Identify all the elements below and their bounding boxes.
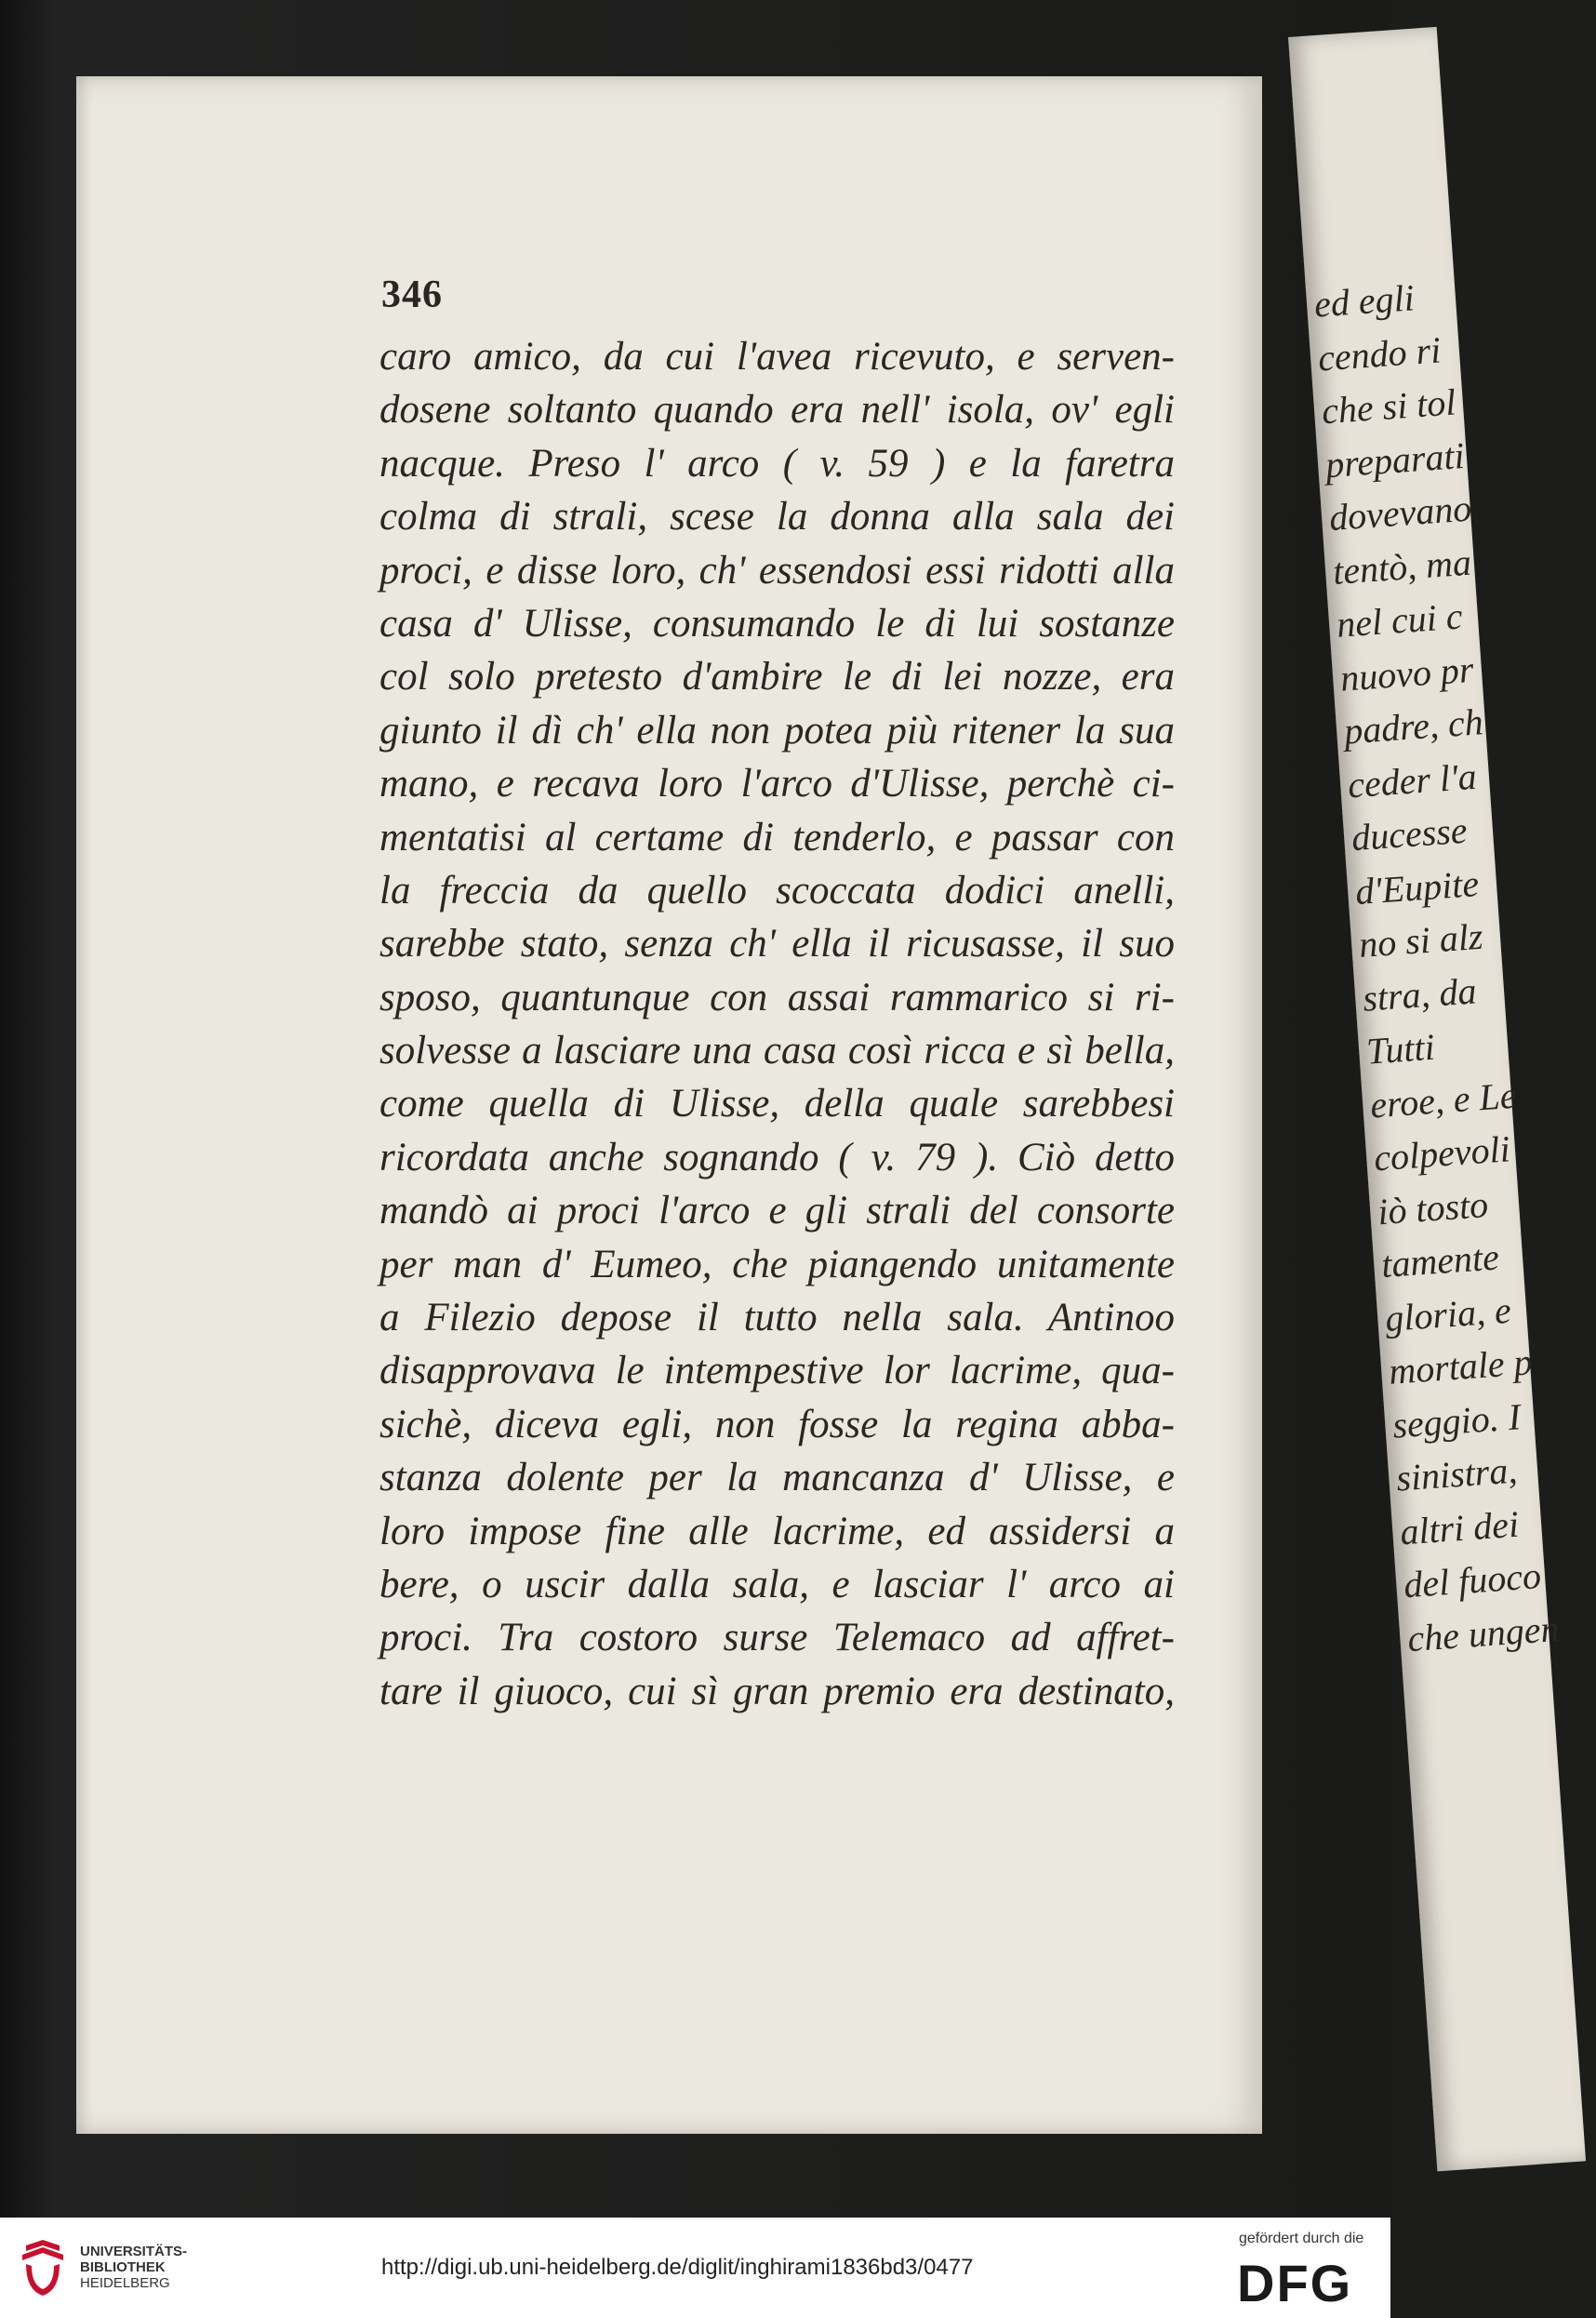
facing-text-line: mortale p — [1387, 1340, 1534, 1392]
text-line: sposo, quantunque con assai rammarico si ri- — [379, 975, 1175, 1019]
text-line: loro impose fine alle lacrime, ed assidersi a — [379, 1509, 1175, 1553]
facing-text-line: no si alz — [1357, 914, 1484, 966]
text-line: stanza dolente per la mancanza d' Ulisse, e — [379, 1456, 1175, 1500]
text-line: mandò ai proci l'arco e gli strali del consorte — [379, 1189, 1175, 1233]
facing-text-line: colpevoli — [1372, 1127, 1512, 1179]
text-line: come quella di Ulisse, della quale sarebbesi — [379, 1082, 1175, 1126]
facing-text-line: che si tol — [1320, 380, 1457, 433]
text-line: col solo pretesto d'ambire le di lei nozze, era — [379, 655, 1175, 699]
body-text — [379, 330, 1175, 1718]
text-line: sarebbe stato, senza ch' ella il ricusasse, il suo — [379, 922, 1175, 966]
text-line: la freccia da quello scoccata dodici anelli, — [379, 868, 1175, 913]
facing-text-line: nuovo pr — [1338, 647, 1475, 699]
facing-text-line: altri dei — [1398, 1502, 1521, 1552]
footer-bar — [0, 2218, 1390, 2318]
facing-text-line: gloria, e — [1383, 1288, 1513, 1339]
facing-text-line: ducesse — [1350, 808, 1469, 859]
facing-text-line: tentò, ma — [1331, 540, 1473, 593]
text-line: proci. Tra costoro surse Telemaco ad affret- — [379, 1616, 1175, 1660]
text-line: tare il giuoco, cui sì gran premio era destinato, — [379, 1669, 1175, 1713]
facing-text-line: eroe, e Le — [1368, 1073, 1518, 1126]
funding-note: gefördert durch die — [1239, 2231, 1364, 2246]
university-library-logo-icon — [17, 2238, 69, 2298]
text-line: dosene soltanto quando era nell' isola, ov' egli — [379, 388, 1175, 433]
text-line: mentatisi al certame di tenderlo, e passar con — [379, 815, 1175, 859]
text-line: giunto il dì ch' ella non potea più ritener la sua — [379, 708, 1175, 753]
facing-page — [1288, 27, 1586, 2172]
text-line: caro amico, da cui l'avea ricevuto, e serven- — [379, 335, 1175, 379]
library-name-line-2: BIBLIOTHEK — [80, 2259, 166, 2275]
library-name-line-1: UNIVERSITÄTS- — [80, 2244, 188, 2259]
text-line: mano, e recava loro l'arco d'Ulisse, perchè ci- — [379, 762, 1175, 806]
facing-text-line: ed egli — [1312, 276, 1416, 326]
facing-text-line: che ungen — [1405, 1606, 1561, 1659]
text-line: nacque. Preso l' arco ( v. 59 ) e la faretra — [379, 441, 1175, 486]
text-line: colma di strali, scese la donna alla sala dei — [379, 495, 1175, 540]
facing-text-line: iò tosto — [1376, 1182, 1490, 1232]
facing-text-line: cendo ri — [1316, 327, 1443, 380]
library-name-line-3: HEIDELBERG — [80, 2275, 170, 2291]
text-line: bere, o uscir dalla sala, e lasciar l' arco ai — [379, 1562, 1175, 1606]
facing-text-line: preparati — [1323, 433, 1466, 486]
dfg-logo: DFG — [1237, 2254, 1353, 2312]
text-line: sichè, diceva egli, non fosse la regina abba- — [379, 1402, 1175, 1446]
library-name — [80, 2244, 187, 2291]
facing-text-line: padre, ch — [1342, 700, 1484, 753]
text-line: casa d' Ulisse, consumando le di lui sostanze — [379, 601, 1175, 646]
text-line: ricordata anche sognando ( v. 79 ). Ciò detto — [379, 1135, 1175, 1179]
facing-text-line: nel cui c — [1335, 594, 1464, 646]
facing-text-line: seggio. I — [1390, 1394, 1523, 1446]
facing-text-line: sinistra, — [1394, 1448, 1519, 1499]
permalink-url[interactable]: http://digi.ub.uni-heidelberg.de/diglit/inghirami1836bd3/0477 — [381, 2255, 974, 2280]
text-line: a Filezio depose il tutto nella sala. Antinoo — [379, 1296, 1175, 1340]
facing-page-text — [1312, 269, 1561, 1665]
facing-text-line: dovevano — [1327, 486, 1473, 540]
facing-text-line: Tutti — [1364, 1025, 1437, 1072]
facing-text-line: ceder l'a — [1346, 754, 1478, 806]
text-line: disapprovava le intempestive lor lacrime, qua- — [379, 1349, 1175, 1393]
facing-text-line: del fuoco — [1402, 1554, 1543, 1606]
facing-text-line: d'Eupite — [1353, 861, 1481, 913]
page-number: 346 — [381, 273, 443, 316]
facing-text-line: tamente — [1379, 1235, 1501, 1286]
text-line: proci, e disse loro, ch' essendosi essi ridotti alla — [379, 548, 1175, 593]
facing-text-line: stra, da — [1361, 968, 1478, 1019]
text-line: solvesse a lasciare una casa così ricca e sì bella, — [379, 1029, 1175, 1073]
text-line: per man d' Eumeo, che piangendo unitamente — [379, 1242, 1175, 1286]
